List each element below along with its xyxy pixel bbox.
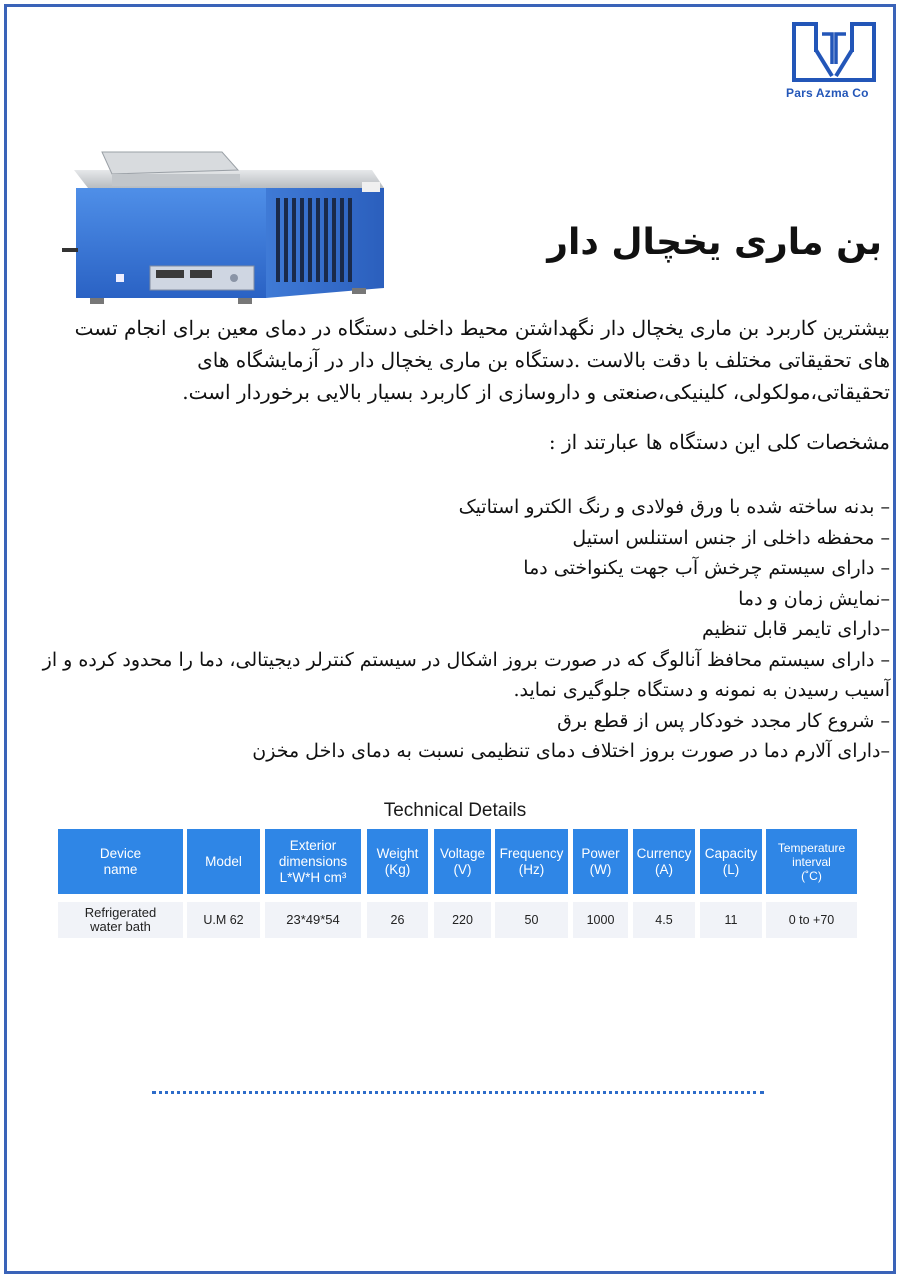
header-voltage: Voltage (V)	[434, 829, 491, 894]
header-weight: Weight (Kg)	[367, 829, 428, 894]
features-heading: مشخصات کلی این دستگاه ها عبارتند از :	[548, 430, 890, 454]
page-title: بن ماری یخچال دار	[547, 222, 882, 263]
header-frequency: Frequency (Hz)	[495, 829, 568, 894]
feature-item: –نمایش زمان و دما	[738, 587, 890, 610]
header-temperature-interval: Temperature interval (˚C)	[766, 829, 857, 894]
intro-paragraph: بیشترین کاربرد بن ماری یخچال دار نگهداشتن محیط داخلی دستگاه در دمای معین برای انجام تست های تحقیقاتی مختلف با دقت بالاست .دستگاه بن ماری یخچال دار در آزمایشگاه های تحقیقاتی،مولکولی، کلینیکی،صنعتی و داروسازی از کاربرد بسیار بالایی برخوردار است.	[74, 316, 890, 404]
cell-voltage: 220	[434, 902, 491, 938]
cell-temperature-interval: 0 to +70	[766, 902, 857, 938]
refrigerated-water-bath-image	[62, 148, 392, 308]
cell-device-name: Refrigerated water bath	[58, 902, 183, 938]
brand-logo	[786, 20, 882, 105]
cell-exterior-dimensions: 23*49*54	[265, 902, 361, 938]
brand-name: Pars Azma Co	[786, 86, 869, 100]
header-currency: Currency (A)	[633, 829, 695, 894]
header-power: Power (W)	[573, 829, 628, 894]
header-device-name: Device name	[58, 829, 183, 894]
feature-item: –دارای تایمر قابل تنظیم	[701, 618, 890, 640]
cell-power: 1000	[573, 902, 628, 938]
dotted-divider	[152, 1091, 764, 1094]
cell-weight: 26	[367, 902, 428, 938]
features-list	[30, 492, 890, 767]
feature-item: – شروع کار مجدد خودکار پس از قطع برق	[557, 709, 890, 732]
feature-item: – دارای سیستم محافظ آنالوگ که در صورت بروز اشکال در سیستم کنترلر دیجیتالی، دما را محدود کرده و از آسیب رسیدن به نمونه و دستگاه جلوگیری نماید.	[42, 648, 890, 701]
feature-item: – بدنه ساخته شده با ورق فولادی و رنگ الکترو استاتیک	[458, 496, 890, 518]
header-capacity: Capacity (L)	[700, 829, 762, 894]
cell-frequency: 50	[495, 902, 568, 938]
cell-capacity: 11	[700, 902, 762, 938]
technical-details-title: Technical Details	[383, 800, 527, 821]
feature-item: – محفظه داخلی از جنس استنلس استیل	[572, 526, 890, 549]
cell-model: U.M 62	[187, 902, 260, 938]
brand-logo-mark	[786, 20, 882, 86]
header-model: Model	[187, 829, 260, 894]
feature-item: –دارای آلارم دما در صورت بروز اختلاف دمای تنظیمی نسبت به دمای داخل مخزن	[252, 740, 890, 762]
cell-currency: 4.5	[633, 902, 695, 938]
header-exterior-dimensions: Exterior dimensions L*W*H cm³	[265, 829, 361, 894]
feature-item: – دارای سیستم چرخش آب جهت یکنواختی دما	[523, 557, 890, 579]
